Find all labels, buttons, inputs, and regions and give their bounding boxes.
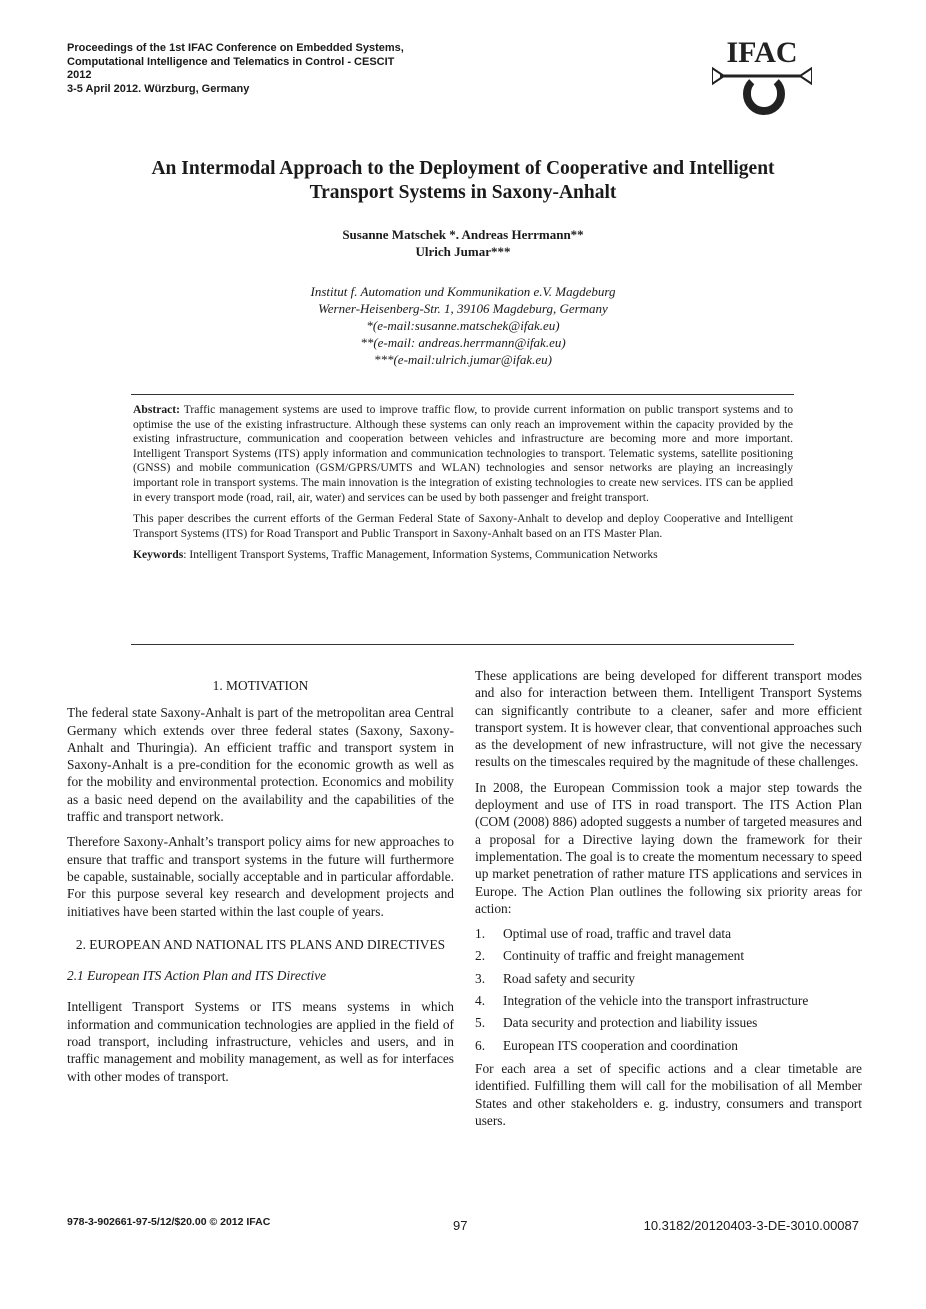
- abstract-label: Abstract:: [133, 403, 181, 416]
- body-paragraph: For each area a set of specific actions and a clear timetable are identified. Fulfilling them will call for the mobilisation of all Member States and other stakeholders e. g. industry, consumers and transport users.: [475, 1060, 862, 1128]
- list-item-number: 2.: [475, 948, 486, 964]
- proceedings-line: Proceedings of the 1st IFAC Conference on Embedded Systems,: [67, 42, 404, 54]
- list-item-text: Continuity of traffic and freight management: [503, 948, 745, 964]
- list-item-number: 6.: [475, 1037, 486, 1053]
- priority-list: [475, 925, 862, 1054]
- abstract-text: Traffic management systems are used to improve traffic flow, to provide current information on public transport systems and to optimise the use of the existing infrastructure. Although these systems can only reach an improvement within the capacity provided by the existing infrastructure, communication and cooperation between vehicles and infrastructure are becoming more and more important. Intelligent Transport Systems (ITS) apply information and communication technologies to transport. Telematic systems, satellite positioning (GNSS) and mobile communication (GSM/GPRS/UMTS and WLAN) technologies and sensor networks are playing an increasingly important role in transport systems. The main innovation is the integration of existing technologies to create new services. ITS can be applied in every transport mode (road, rail, air, water) and services can be used by both passenger and freight transport.: [133, 403, 793, 504]
- body-paragraph: In 2008, the European Commission took a major step towards the deployment and use of ITS in road transport. The ITS Action Plan (COM (2008) 886) adopted suggests a number of targeted measures and a proposal for a Directive laying down the framework for their implementation. The goal is to create the momentum necessary to speed up market penetration of rather mature ITS applications and services in Europe. The Action Plan outlines the following six priority areas for action:: [475, 779, 862, 916]
- body-paragraph: Therefore Saxony-Anhalt’s transport policy aims for new approaches to ensure that traffic and transport systems in the future will furthermore be capable, sustainable, socially acceptable and in particular affordable. For this purpose several key research and development projects and initiatives have been started within the last couple of years.: [67, 834, 454, 919]
- logo-text: IFAC: [726, 36, 798, 69]
- title-line: An Intermodal Approach to the Deployment of Cooperative and Intelligent: [151, 158, 775, 179]
- body-paragraph: The federal state Saxony-Anhalt is part of the metropolitan area Central Germany which extends over three federal states (Saxony, Saxony-Anhalt and Thuringia). An efficient traffic and transport system in Saxony-Anhalt is a pre-condition for the economic growth as well as for the mobility and environmental protection. Economics and mobility as a basic need depend on the availability and the capabilities of the traffic and transport network.: [67, 705, 454, 825]
- list-item-text: Optimal use of road, traffic and travel data: [503, 926, 732, 942]
- list-item-text: Road safety and security: [503, 970, 636, 986]
- footer-isbn: 978-3-902661-97-5/12/$20.00 © 2012 IFAC: [67, 1216, 271, 1228]
- affiliation-line: Institut f. Automation und Kommunikation e.V. Magdeburg: [310, 284, 616, 299]
- abstract-block: [133, 403, 793, 570]
- abstract-paragraph-2: This paper describes the current efforts of the German Federal State of Saxony-Anhalt to develop and deploy Cooperative and Intelligent Transport Systems (ITS) for Road Transport and Public Transport in Saxony-Anhalt based on an ITS Master Plan.: [133, 512, 793, 540]
- email-line: *(e-mail:susanne.matschek@ifak.eu): [366, 318, 560, 333]
- footer-doi: 10.3182/20120403-3-DE-3010.00087: [643, 1218, 859, 1233]
- list-item-text: Data security and protection and liability issues: [503, 1015, 758, 1031]
- abstract-top-rule: [131, 394, 794, 395]
- email-line: ***(e-mail:ulrich.jumar@ifak.eu): [373, 352, 553, 367]
- authors-line: Ulrich Jumar***: [415, 244, 511, 259]
- proceedings-line: 2012: [67, 69, 92, 81]
- section-heading-motivation: 1. MOTIVATION: [212, 678, 309, 693]
- right-column: [475, 667, 862, 1137]
- body-paragraph: These applications are being developed for different transport modes and also for interaction between them. Intelligent Transport Systems can significantly contribute to a cleaner, safer and more efficient transport system. It is however clear, that conventional approaches such as the development of new infrastructure, will not give the necessary results on the timescales required by the magnitude of these challenges.: [475, 668, 862, 770]
- list-item: [475, 1037, 862, 1054]
- affiliation: [60, 283, 866, 368]
- subsection-heading: 2.1 European ITS Action Plan and ITS Directive: [67, 968, 327, 984]
- list-item-text: European ITS cooperation and coordination: [503, 1037, 739, 1053]
- proceedings-line: Computational Intelligence and Telematics in Control - CESCIT: [67, 55, 395, 68]
- list-item-number: 5.: [475, 1015, 486, 1031]
- paper-title: [60, 157, 866, 205]
- authors-line: Susanne Matschek *. Andreas Herrmann**: [342, 227, 584, 242]
- abstract-bottom-rule: [131, 644, 794, 645]
- list-item: [475, 925, 862, 942]
- proceedings-header: [67, 42, 487, 96]
- ifac-logo: [712, 34, 812, 124]
- list-item: [475, 970, 862, 987]
- email-line: **(e-mail: andreas.herrmann@ifak.eu): [360, 335, 566, 350]
- list-item: [475, 947, 862, 964]
- keywords-text: : Intelligent Transport Systems, Traffic Management, Information Systems, Communication Networks: [183, 548, 658, 562]
- list-item: [475, 1014, 862, 1031]
- list-item-number: 3.: [475, 970, 486, 986]
- list-item: [475, 992, 862, 1009]
- proceedings-line: 3-5 April 2012. Würzburg, Germany: [67, 82, 250, 95]
- abstract-paragraph: [133, 403, 793, 505]
- body-paragraph: Intelligent Transport Systems or ITS means systems in which information and communication technologies are applied in the field of road transport, including infrastructure, vehicles and users, and in traffic management and mobility management, as well as for interfaces with other modes of transport.: [67, 999, 454, 1084]
- left-column: [67, 667, 454, 1093]
- affiliation-line: Werner-Heisenberg-Str. 1, 39106 Magdeburg, Germany: [318, 301, 608, 316]
- list-item-text: Integration of the vehicle into the transport infrastructure: [503, 993, 809, 1009]
- title-line: Transport Systems in Saxony-Anhalt: [309, 182, 617, 203]
- list-item-number: 1.: [475, 926, 486, 942]
- authors: [60, 226, 866, 260]
- keywords: [133, 548, 793, 563]
- keywords-label: Keywords: [133, 548, 184, 562]
- list-item-number: 4.: [475, 993, 486, 1009]
- section-heading-its-plans: 2. EUROPEAN AND NATIONAL ITS PLANS AND DIRECTIVES: [75, 936, 446, 952]
- page-number: 97: [453, 1218, 468, 1233]
